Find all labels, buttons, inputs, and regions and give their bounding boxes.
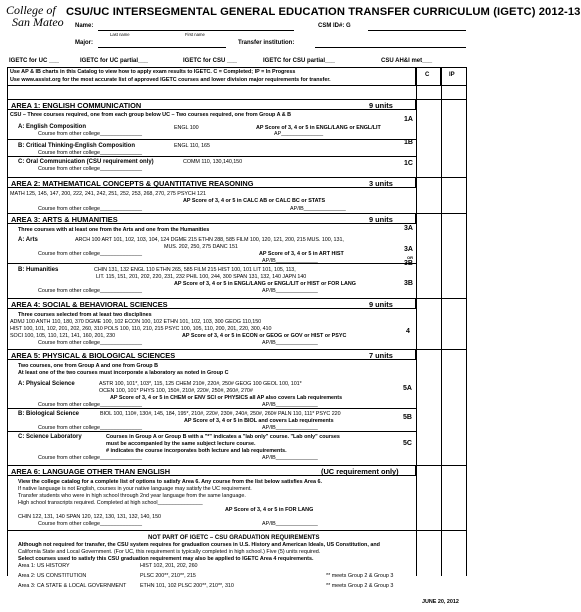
area4-courses-3: SOCI 100, 105, 110, 121, 141, 160, 201, 230 (10, 333, 116, 339)
csu-grad-title: NOT PART OF IGETC – CSU GRADUATION REQUIREMENTS (148, 535, 320, 541)
area5-c-text-3: # indicates the course incorporates both lecture and lab requirements. (106, 448, 287, 454)
csu-grad-text-3: Select courses used to satisfy this CSU graduation requirement may also be applied to IGETC Area 4 requirements. (18, 556, 314, 562)
area5-c-ap-blank[interactable]: AP/IB______________ (262, 455, 318, 461)
csu-grad-text-1: Although not required for transfer, the CSU system requires for graduation courses in U.S. History and American Ideals, US Constitution, and (18, 542, 380, 548)
csm-id-field[interactable] (368, 30, 466, 31)
area6-text-2: If native language is not English, courses in your native language may satisfy the UC requirement. (18, 486, 252, 492)
area5-c-text-2: must be accompanied by the same subject lecture course. (106, 441, 256, 447)
area2-units: 3 units (369, 179, 393, 188)
area6-header (7, 465, 416, 476)
area5-a-courses-2: OCEN 100, 101* PHYS 100, 150#, 210#, 220#, 250#, 260#, 270# (99, 388, 253, 394)
area5-rule-1 (7, 408, 416, 409)
csu-area3-courses: ETHN 101, 102 PLSC 200**, 210**, 310 (140, 583, 234, 589)
area1-b-courses: ENGL 110, 165 (174, 143, 210, 149)
cert-csu-ahi[interactable]: CSU AH&I met___ (381, 58, 433, 64)
ip-column-label: IP (449, 72, 455, 78)
area5-a-ap: AP Score of 3, 4 or 5 in CHEM or ENV SCI or PHYSICS all AP also covers Lab requirements (110, 395, 343, 401)
name-label: Name: (75, 23, 94, 29)
area1-a-label: A: English Composition (18, 124, 86, 130)
logo-text-name: San Mateo (12, 15, 64, 29)
area3-b-ap: AP Score of 3, 4 or 5 in ENGL/LANG or ENGL/LIT or HIST or FOR LANG (174, 281, 356, 287)
area1-title: AREA 1: ENGLISH COMMUNICATION (11, 101, 142, 110)
area4-title: AREA 4: SOCIAL & BEHAVIORAL SCIENCES (11, 300, 168, 309)
first-name-label: First name (185, 32, 205, 37)
c-column-divider (416, 86, 417, 576)
area6-courses: CHIN 122, 131, 140 SPAN 120, 122, 130, 131, 132, 140, 150 (18, 514, 162, 520)
area3-a-courses-2: MUS. 202, 250, 275 DANC 151 (164, 244, 238, 250)
area2-courses: MATH 125, 145, 147, 200, 222, 241, 242, 251, 252, 253, 268, 270, 275 PSYCH 121 (10, 191, 206, 197)
code-3a: 3A (404, 225, 413, 232)
cert-uc[interactable]: IGETC for UC ___ (9, 58, 60, 64)
area4-intro: Three courses selected from at least two disciplines (18, 312, 152, 318)
major-label: Major: (75, 40, 93, 46)
code-5c: 5C (403, 440, 412, 447)
area5-intro-2: At least one of the two courses must incorporate a laboratory as noted in Group C (18, 370, 229, 376)
logo-text-college: College of (6, 3, 56, 17)
area4-courses-1: ADMJ 100 ANTH 110, 180, 370 DGME 100, 102 ECON 100, 102 ETHN 101, 102, 103, 300 GEOG 110,150 (10, 319, 262, 325)
area4-units: 9 units (369, 300, 393, 309)
area5-c-text-1: Courses in Group A or Group B with a "*" indicates a "lab only" course. "Lab only" courses (106, 434, 340, 440)
area5-intro-1: Two courses, one from Group A and one from Group B (18, 363, 158, 369)
area3-intro: Three courses with at least one from the Arts and one from the Humanities (18, 227, 210, 233)
area3-a-courses-1: ARCH 100 ART 101, 102, 103, 104, 124 DGME 215 ETHN 288, 585 FILM 100, 120, 121, 200, 215 MUS. 100, 131, (75, 237, 344, 243)
area1-b-other[interactable]: Course from other college______________ (38, 150, 142, 156)
area3-a-other[interactable]: Course from other college______________ (38, 251, 142, 257)
area3-a-ap-blank[interactable]: AP/IB______________ (262, 258, 318, 264)
area5-header (7, 349, 416, 360)
area3-rule-1 (7, 263, 416, 264)
area1-b-label: B: Critical Thinking-English Composition (18, 143, 135, 149)
area3-b-other[interactable]: Course from other college______________ (38, 288, 142, 294)
area1-top-rule (7, 99, 467, 100)
code-5b: 5B (403, 414, 412, 421)
area5-b-ap: AP Score of 3, 4 or 5 in BIOL and covers Lab requirements (184, 418, 334, 424)
code-1b: 1B (404, 139, 413, 146)
name-field[interactable] (98, 30, 294, 31)
code-1a: 1A (404, 116, 413, 123)
area5-units: 7 units (369, 351, 393, 360)
code-3b: 3B (404, 260, 413, 267)
area2-header (7, 177, 416, 188)
csu-grad-text-2: California State and Local Government. (For UC, this requirement is typically completed in high school.) Five (5) units required. (18, 549, 321, 555)
area1-c-courses: COMM 110, 130,140,150 (183, 159, 243, 165)
area5-a-courses-1: ASTR 100, 101*, 103*, 115, 125 CHEM 210#, 220#, 250# GEOG 100 GEOL 100, 101* (99, 381, 302, 387)
csu-area2-courses: PLSC 200**, 210**, 215 (140, 573, 196, 579)
area5-a-ap-blank[interactable]: AP/IB______________ (262, 402, 318, 408)
area1-units: 9 units (369, 101, 393, 110)
area6-text-3: Transfer students who were in high school through 2nd year language from the same language. (18, 493, 246, 499)
csu-area1-label: Area 1: US HISTORY (18, 563, 70, 569)
right-border (466, 86, 467, 576)
area6-other[interactable]: Course from other college______________ (38, 521, 142, 527)
area3-b-ap-blank[interactable]: AP/IB______________ (262, 288, 318, 294)
csm-id-label: CSM ID#: G (318, 23, 351, 29)
area2-ap-blank[interactable]: AP/IB______________ (290, 206, 346, 212)
transfer-label: Transfer institution: (238, 40, 295, 46)
area1-rule-2 (7, 156, 416, 157)
page-title: CSU/UC INTERSEGMENTAL GENERAL EDUCATION TRANSFER CURRICULUM (IGETC) 2012-13 (66, 6, 581, 18)
transfer-field[interactable] (315, 47, 466, 48)
area6-bottom-rule (7, 530, 467, 531)
area4-ap: AP Score of 3, 4 or 5 in ECON or GEOG or GOV or HIST or PSYC (182, 333, 347, 339)
area5-a-label: A: Physical Science (18, 381, 75, 387)
area2-other[interactable]: Course from other college______________ (38, 206, 142, 212)
area1-header (7, 99, 416, 110)
area5-a-other[interactable]: Course from other college______________ (38, 402, 142, 408)
area1-intro: CSU – Three courses required, one from each group below UC – Two courses required, one from Group A & B (10, 112, 292, 118)
code-4: 4 (406, 328, 410, 335)
code-1c: 1C (404, 160, 413, 167)
major-field[interactable] (98, 47, 226, 48)
code-or: OR (407, 255, 413, 260)
code-5a: 5A (403, 385, 412, 392)
area4-header (7, 298, 416, 309)
area3-units: 9 units (369, 215, 393, 224)
area5-b-label: B: Biological Science (18, 411, 80, 417)
area1-a-courses: ENGL 100 (174, 125, 199, 131)
area6-ap-blank[interactable]: AP/IB______________ (262, 521, 318, 527)
area3-title: AREA 3: ARTS & HUMANITIES (11, 215, 118, 224)
area3-b-courses-2: LIT. 115, 151, 201, 202, 220, 231, 232 PHIL 100, 244, 300 SPAN 131, 132, 140 JAPN 140 (96, 274, 307, 280)
revision-date: JUNE 20, 2012 (422, 599, 459, 605)
area1-c-other[interactable]: Course from other college______________ (38, 166, 142, 172)
area5-c-other[interactable]: Course from other college______________ (38, 455, 142, 461)
ip-column-divider (441, 86, 442, 576)
area6-ap: AP Score of 3, 4 or 5 in FOR LANG (225, 507, 314, 513)
area6-text-1: View the college catalog for a complete list of options to satisfy Area 6. Any course from the list below satisfies Area 6. (18, 479, 322, 485)
last-name-label: Last name (110, 32, 130, 37)
area4-courses-2: HIST 100, 101, 102, 201, 202, 260, 310 POLS 100, 110, 210, 215 PSYC 100, 105, 110, 200, 201, 220, 300, 410 (10, 326, 272, 332)
area2-ap: AP Score of 3, 4 or 5 in CALC AB or CALC BC or STATS (183, 198, 326, 204)
cert-csu-partial[interactable]: IGETC for CSU partial___ (263, 58, 336, 64)
area1-c-label: C: Oral Communication (CSU requirement only) (18, 159, 154, 165)
area6-units: (UC requirement only) (321, 467, 399, 476)
csu-area3-label: Area 3: CA STATE & LOCAL GOVERNMENT (18, 583, 127, 589)
csu-area2-note: ** meets Group 2 & Group 3 (326, 573, 394, 579)
csu-area1-courses: HIST 102, 201, 202, 260 (140, 563, 198, 569)
area5-c-label: C: Science Laboratory (18, 434, 82, 440)
area3-a-label: A: Arts (18, 237, 38, 243)
area5-title: AREA 5: PHYSICAL & BIOLOGICAL SCIENCES (11, 351, 176, 360)
area2-title: AREA 2: MATHEMATICAL CONCEPTS & QUANTITATIVE REASONING (11, 179, 254, 188)
area3-b-label: B: Humanities (18, 267, 59, 273)
area5-b-ap-blank[interactable]: AP/IB______________ (262, 425, 318, 431)
instructions-line1: Use AP & IB charts in this Catalog to view how to apply exam results to IGETC. C = Completed; IP = In Progress (10, 69, 296, 75)
area3-b-courses-1: CHIN 131, 132 ENGL 110 ETHN 265, 585 FILM 215 HIST 100, 101 LIT 101, 105, 113, (94, 267, 296, 273)
csu-area2-label: Area 2: US CONSTITUTION (18, 573, 87, 579)
area1-a-ap: AP Score of 3, 4 or 5 in ENGL/LANG or ENGL/LIT (256, 125, 381, 131)
area3-a-ap: AP Score of 3, 4 or 5 in ART HIST (259, 251, 344, 257)
code-3a-2: 3A (404, 246, 413, 253)
area1-a-ap-blank[interactable]: AP______________ (274, 131, 324, 137)
college-logo (6, 4, 62, 44)
area4-other[interactable]: Course from other college______________ (38, 340, 142, 346)
area4-ap-blank[interactable]: AP/IB______________ (262, 340, 318, 346)
area6-text-4[interactable]: High school transcripts required. Completed at high school_______________ (18, 500, 203, 506)
area1-rule-1 (7, 139, 416, 140)
left-border (7, 86, 8, 576)
cert-csu[interactable]: IGETC for CSU ___ (183, 58, 238, 64)
area6-title: AREA 6: LANGUAGE OTHER THAN ENGLISH (11, 467, 171, 476)
c-column-label: C (425, 72, 430, 78)
instructions-line2: Use www.assist.org for the most accurate list of approved IGETC courses and lower division major requirements for transfer. (10, 77, 331, 83)
code-3b-2: 3B (404, 280, 413, 287)
area3-header (7, 213, 416, 224)
cert-uc-partial[interactable]: IGETC for UC partial___ (80, 58, 149, 64)
area5-rule-2 (7, 431, 416, 432)
area5-b-courses: BIOL 100, 110#, 130#, 145, 184, 195*, 210#, 220#, 230#, 240#, 250#, 260# PALN 110, 111* PSYC 220 (100, 411, 341, 417)
area1-a-other[interactable]: Course from other college______________ (38, 131, 142, 137)
csu-area3-note: ** meets Group 2 & Group 3 (326, 583, 394, 589)
area5-b-other[interactable]: Course from other college______________ (38, 425, 142, 431)
